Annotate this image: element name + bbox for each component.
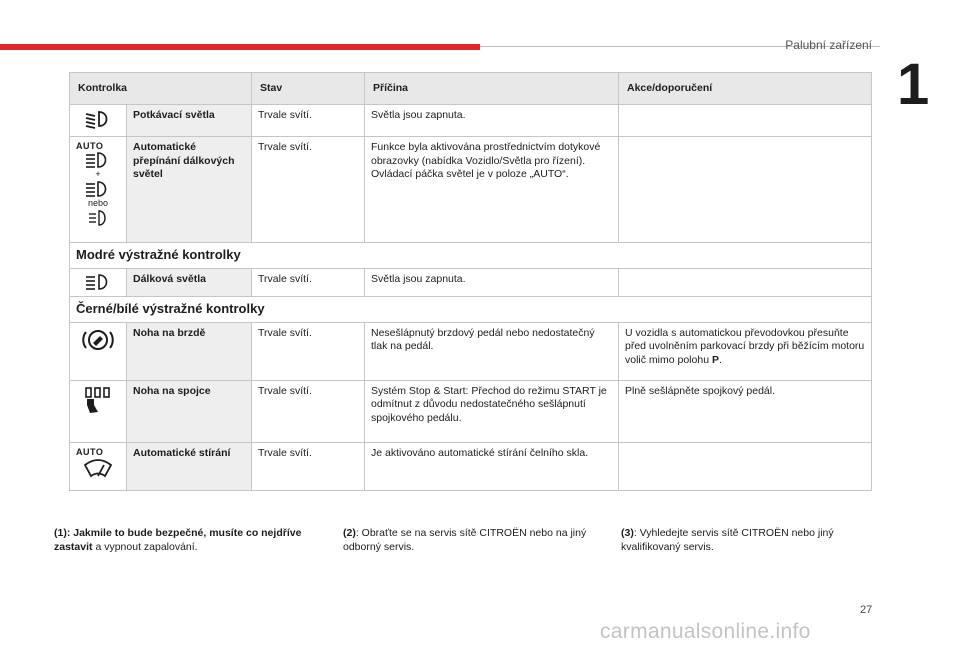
chapter-number: 1: [897, 52, 930, 117]
column-header: Kontrolka: [70, 73, 252, 105]
watermark: carmanualsonline.info: [600, 620, 811, 643]
light-cause: Funkce byla aktivována prostřednictvím dotykové obrazovky (nabídka Vozidlo/Světla pro řízení). Ovládací páčka světel je v poloze „AUTO“.: [365, 137, 619, 243]
light-action: U vozidla s automatickou převodovkou přesuňte před uvolněním parkovací brzdy při běžícím motoru volič mimo polohu P.: [619, 322, 872, 380]
light-cause: Systém Stop & Start: Přechod do režimu START je odmítnut z důvodu nedostatečného sešlápnutí spojkového pedálu.: [365, 380, 619, 442]
light-name: Noha na brzdě: [127, 322, 252, 380]
footnote-1: (1): Jakmile to bude bezpečné, musíte co nejdříve zastavit a vypnout zapalování.: [54, 527, 302, 554]
section-title-blue: Modré výstražné kontrolky: [70, 243, 872, 269]
light-cause: Je aktivováno automatické stírání čelního skla.: [365, 442, 619, 490]
light-state: Trvale svítí.: [252, 380, 365, 442]
main-beam-icon: [84, 180, 112, 198]
auto-wiper-icon: [70, 442, 127, 490]
table-row: [70, 380, 872, 442]
plus-label: +: [95, 169, 101, 179]
light-action: [619, 268, 872, 296]
table-row: [70, 268, 872, 296]
light-cause: Nesešlápnutý brzdový pedál nebo nedostatečný tlak na pedál.: [365, 322, 619, 380]
table-row: [70, 137, 872, 243]
auto-label: AUTO: [76, 446, 104, 457]
light-action: [619, 137, 872, 243]
light-action: Plně sešlápněte spojkový pedál.: [619, 380, 872, 442]
main-beam-icon: [70, 268, 127, 296]
table-row: [70, 322, 872, 380]
light-action: [619, 442, 872, 490]
page-number: 27: [860, 604, 873, 616]
dipped-beam-icon: [70, 105, 127, 137]
auto-label: AUTO: [76, 141, 104, 151]
header-accent-bar: [0, 44, 480, 50]
light-state: Trvale svítí.: [252, 105, 365, 137]
light-state: Trvale svítí.: [252, 137, 365, 243]
section-title: Palubní zařízení: [785, 38, 872, 52]
column-header: Stav: [252, 73, 365, 105]
light-name: Automatické přepínání dálkových světel: [127, 137, 252, 243]
foot-on-brake-icon: [70, 322, 127, 380]
section-row: [70, 296, 872, 322]
main-beam-small-icon: [87, 209, 109, 227]
light-state: Trvale svítí.: [252, 442, 365, 490]
table-header-row: [70, 73, 872, 105]
section-title-bw: Černé/bílé výstražné kontrolky: [70, 296, 872, 322]
warning-lights-table: [69, 72, 872, 491]
light-cause: Světla jsou zapnuta.: [365, 268, 619, 296]
table-row: [70, 442, 872, 490]
light-cause: Světla jsou zapnuta.: [365, 105, 619, 137]
auto-high-beam-icon: [70, 137, 127, 243]
foot-on-clutch-icon: [70, 380, 127, 442]
table-row: [70, 105, 872, 137]
column-header: Příčina: [365, 73, 619, 105]
section-row: [70, 243, 872, 269]
light-state: Trvale svítí.: [252, 268, 365, 296]
light-state: Trvale svítí.: [252, 322, 365, 380]
light-name: Potkávací světla: [127, 105, 252, 137]
light-name: Noha na spojce: [127, 380, 252, 442]
column-header: Akce/doporučení: [619, 73, 872, 105]
light-name: Dálková světla: [127, 268, 252, 296]
footnote-2: (2): Obraťte se na servis sítě CITROËN nebo na jiný odborný servis.: [343, 527, 587, 554]
light-action: [619, 105, 872, 137]
footnote-3: (3): Vyhledejte servis sítě CITROËN nebo jiný kvalifikovaný servis.: [621, 527, 834, 554]
light-name: Automatické stírání: [127, 442, 252, 490]
or-label: nebo: [87, 198, 109, 208]
